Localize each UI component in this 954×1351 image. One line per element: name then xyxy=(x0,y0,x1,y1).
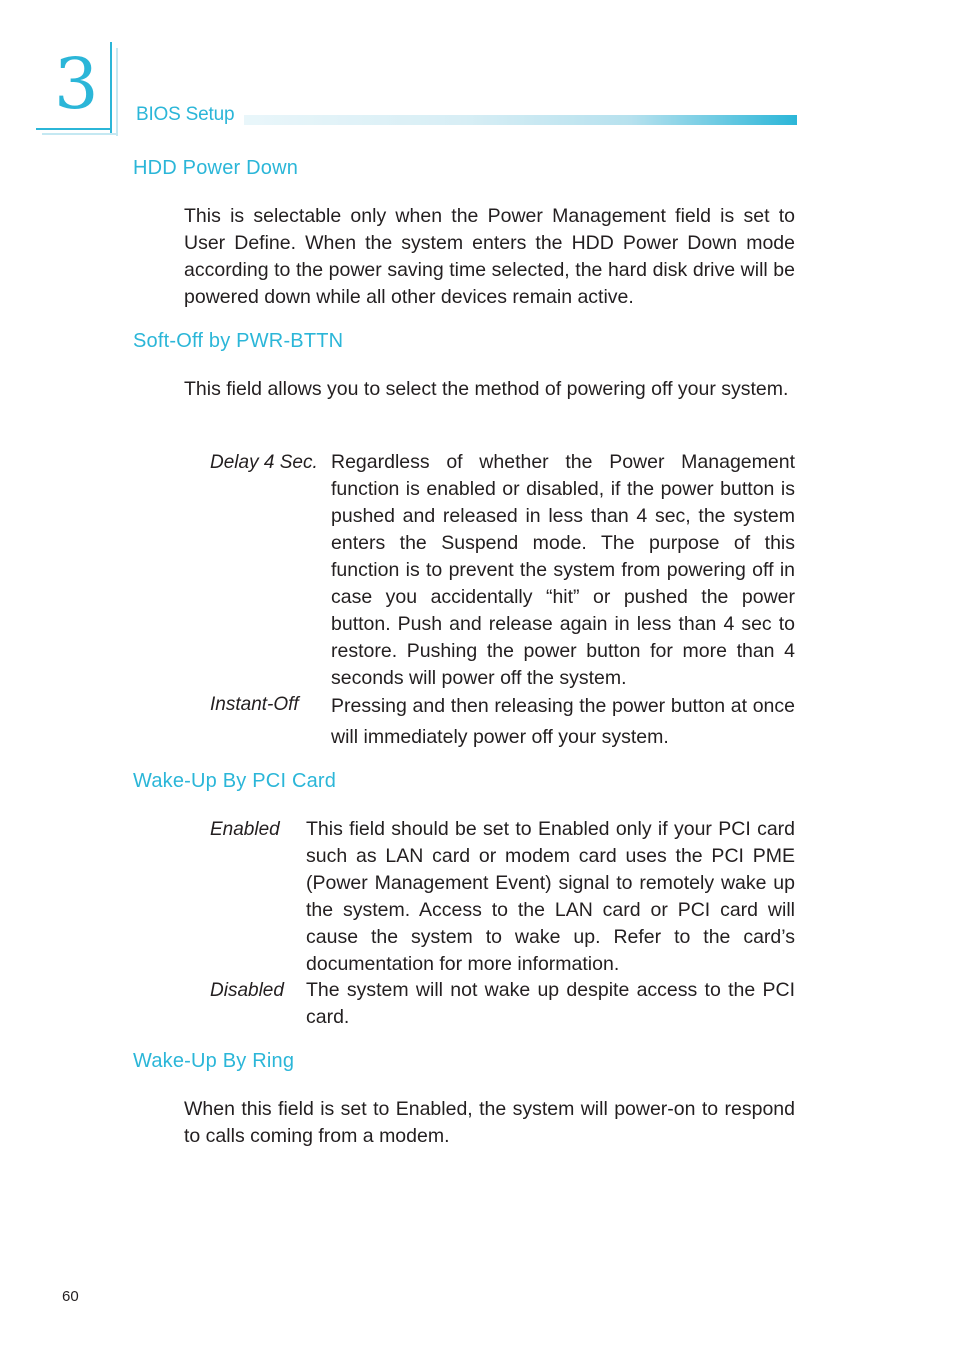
section-title-soft-off: Soft-Off by PWR-BTTN xyxy=(133,330,344,352)
section-body-soft-off: This field allows you to select the method of powering off your system. xyxy=(184,378,789,400)
option-term-enabled: Enabled xyxy=(210,819,280,840)
chapter-frame-horizontal-line xyxy=(36,128,112,130)
option-term-instant-off: Instant-Off xyxy=(210,694,299,715)
chapter-frame-vertical-line xyxy=(110,42,112,134)
option-term-delay-4-sec: Delay 4 Sec. xyxy=(210,452,318,473)
option-description-instant-off: Pressing and then releasing the power button at once will immediately power off your system. xyxy=(331,695,795,748)
page-number: 60 xyxy=(62,1288,79,1305)
section-title-hdd-power-down: HDD Power Down xyxy=(133,157,299,179)
section-title-wake-up-pci-card: Wake-Up By PCI Card xyxy=(133,770,337,792)
option-description-disabled: The system will not wake up despite access to the PCI card. xyxy=(306,979,795,1028)
chapter-title: BIOS Setup xyxy=(136,104,235,125)
section-body-wake-up-ring: When this field is set to Enabled, the system will power-on to respond to calls coming from a modem. xyxy=(184,1098,795,1147)
section-body-hdd-power-down: This is selectable only when the Power Management field is set to User Define. When the system enters the HDD Power Down mode according to the power saving time selected, the hard disk drive will be powered down while all other devices remain active. xyxy=(184,205,795,308)
chapter-frame-horizontal-line-light xyxy=(42,133,118,135)
option-description-enabled: This field should be set to Enabled only if your PCI card such as LAN card or modem card uses the PCI PME (Power Management Event) signal to remotely wake up the system. Access to the LAN card or PCI card will cause the system to wake up. Refer to the card’s documentation for more information. xyxy=(306,818,795,975)
header-gradient-bar xyxy=(244,115,797,125)
chapter-number: 3 xyxy=(54,43,99,125)
option-term-disabled: Disabled xyxy=(210,980,284,1001)
option-description-delay-4-sec: Regardless of whether the Power Management function is enabled or disabled, if the power button is pushed and released in less than 4 sec, the system enters the Suspend mode. The purpose of this function is to prevent the system from powering off in case you accidentally “hit” or pushed the power button. Push and release again in less than 4 sec to restore. Pushing the power button for more than 4 seconds will power off the system. xyxy=(331,451,795,689)
section-title-wake-up-ring: Wake-Up By Ring xyxy=(133,1050,295,1072)
chapter-frame-vertical-line-light xyxy=(116,48,118,136)
